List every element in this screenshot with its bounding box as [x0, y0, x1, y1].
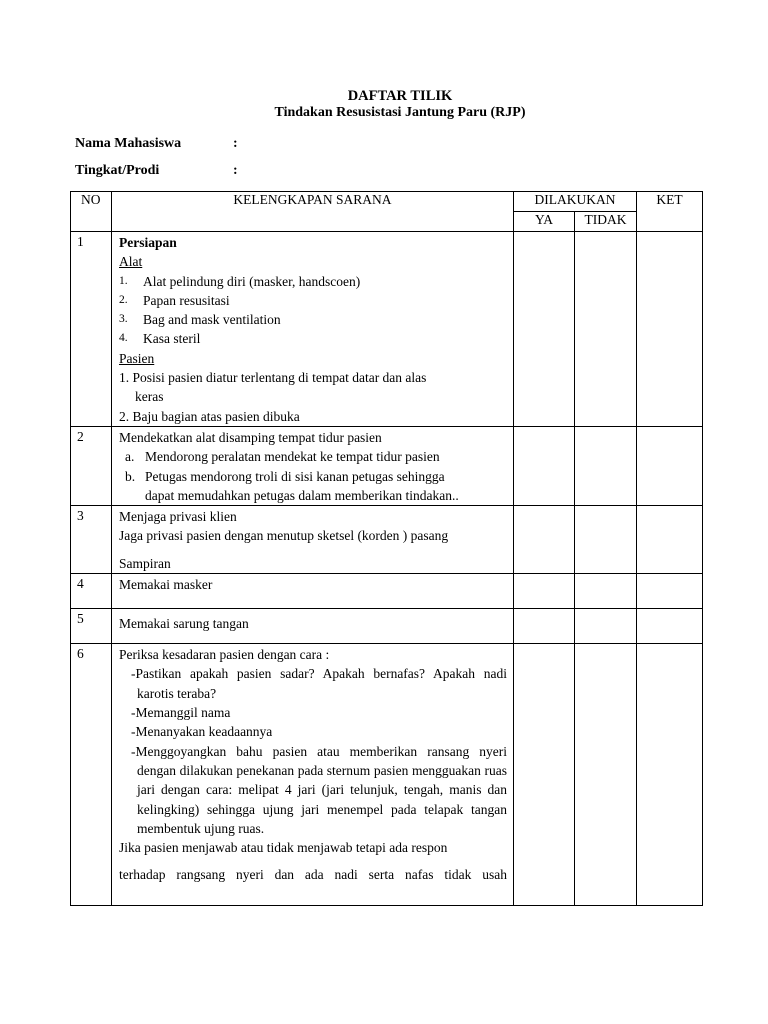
list-number: 2. — [119, 293, 128, 306]
check-yes-cell[interactable] — [514, 644, 575, 906]
table-row — [71, 644, 703, 906]
list-text: Alat pelindung diri (masker, handscoen) — [143, 273, 361, 289]
header-description: KELENGKAPAN SARANA — [112, 192, 514, 232]
ket-cell[interactable] — [637, 574, 703, 609]
list-item — [119, 291, 507, 310]
check-yes-cell[interactable] — [514, 506, 575, 574]
table-row — [71, 427, 703, 506]
list-item-continued: dapat memudahkan petugas dalam memberikan tindakan.. — [145, 487, 459, 503]
ket-cell[interactable] — [637, 427, 703, 506]
list-item — [119, 447, 507, 466]
section-heading: Persiapan — [119, 235, 177, 250]
row-text: Jika pasien menjawab atau tidak menjawab tetapi ada respon — [119, 840, 448, 856]
list-number: 3. — [119, 313, 128, 326]
student-name-label: Nama Mahasiswa — [75, 136, 182, 151]
row-number: 4 — [71, 574, 112, 609]
ket-cell[interactable] — [637, 644, 703, 906]
list-item — [119, 310, 507, 329]
student-name-separator: : — [233, 136, 238, 151]
level-program-label: Tingkat/Prodi — [75, 163, 160, 178]
row-text: Sampiran — [119, 555, 171, 571]
row-description — [112, 232, 514, 427]
list-text: Petugas mendorong troli di sisi kanan petugas sehingga — [145, 468, 445, 484]
check-yes-cell[interactable] — [514, 574, 575, 609]
list-item: -Pastikan apakah pasien sadar? Apakah bernafas? Apakah nadi karotis teraba? — [131, 666, 507, 701]
row-text: Mendekatkan alat disamping tempat tidur pasien — [119, 430, 382, 445]
row-number: 5 — [71, 609, 112, 644]
row-text: Periksa kesadaran pasien dengan cara : — [119, 647, 330, 663]
list-text: Kasa steril — [143, 331, 201, 347]
list-text: Mendorong peralatan mendekat ke tempat tidur pasien — [145, 449, 440, 465]
row-text: terhadap rangsang nyeri dan ada nadi serta nafas tidak usah — [119, 867, 507, 883]
list-text: Bag and mask ventilation — [143, 312, 281, 328]
header-no: NO — [71, 192, 112, 232]
list-item: 2. Baju bagian atas pasien dibuka — [119, 408, 300, 424]
check-no-cell[interactable] — [575, 232, 637, 427]
check-yes-cell[interactable] — [514, 427, 575, 506]
check-no-cell[interactable] — [575, 506, 637, 574]
list-item — [119, 329, 507, 348]
subsection-label-text: Pasien — [119, 350, 155, 366]
check-no-cell[interactable] — [575, 609, 637, 644]
list-item: -Menanyakan keadaannya — [131, 724, 273, 740]
row-number: 1 — [71, 232, 112, 427]
list-number: 4. — [119, 332, 128, 345]
student-name-field — [75, 136, 238, 152]
check-no-cell[interactable] — [575, 427, 637, 506]
header-done: DILAKUKAN — [514, 192, 637, 212]
header-yes: YA — [514, 212, 575, 232]
header-ket: KET — [637, 192, 703, 232]
header-not-done: TIDAK — [575, 212, 637, 232]
list-number: 1. — [119, 274, 128, 287]
list-item: -Memanggil nama — [131, 705, 231, 721]
list-item: 1. Posisi pasien diatur terlentang di tempat datar dan alas — [119, 370, 427, 386]
checklist-table — [70, 191, 703, 906]
list-item-continued: keras — [135, 389, 164, 405]
row-text: Jaga privasi pasien dengan menutup sketsel (korden ) pasang — [119, 528, 449, 544]
row-number: 3 — [71, 506, 112, 574]
check-no-cell[interactable] — [575, 644, 637, 906]
table-header-row — [71, 192, 703, 212]
check-no-cell[interactable] — [575, 574, 637, 609]
table-row — [71, 232, 703, 427]
row-text: Menjaga privasi klien — [119, 509, 237, 525]
ket-cell[interactable] — [637, 232, 703, 427]
list-item — [119, 272, 507, 291]
list-letter: a. — [125, 449, 135, 465]
row-description — [112, 506, 514, 574]
row-number: 2 — [71, 427, 112, 506]
row-description — [112, 644, 514, 906]
list-text: Papan resusitasi — [143, 292, 230, 308]
list-item — [119, 467, 507, 486]
ket-cell[interactable] — [637, 506, 703, 574]
table-row — [71, 609, 703, 644]
row-number: 6 — [71, 644, 112, 906]
row-description — [112, 427, 514, 506]
document-title: DAFTAR TILIK — [347, 88, 453, 104]
check-yes-cell[interactable] — [514, 609, 575, 644]
document-subtitle: Tindakan Resusistasi Jantung Paru (RJP) — [274, 105, 526, 120]
list-letter: b. — [125, 468, 136, 484]
subsection-label: Alat — [119, 254, 143, 270]
row-description: Memakai masker — [112, 574, 514, 609]
table-row — [71, 574, 703, 609]
level-program-separator: : — [233, 163, 238, 178]
list-item: -Menggoyangkan bahu pasien atau memberikan ransang nyeri dengan dilakukan penekanan pada sternum pasien mengguakan ruas jari dengan cara: melipat 4 jari (jari telunjuk, tengah, manis dan kelingking) sehingga ujung jari menempel pada telapak tangan membentuk ujung ruas. — [131, 743, 507, 836]
ket-cell[interactable] — [637, 609, 703, 644]
level-program-field — [75, 163, 238, 179]
row-description: Memakai sarung tangan — [112, 609, 514, 644]
subsection-label — [119, 349, 507, 368]
check-yes-cell[interactable] — [514, 232, 575, 427]
table-row — [71, 506, 703, 574]
